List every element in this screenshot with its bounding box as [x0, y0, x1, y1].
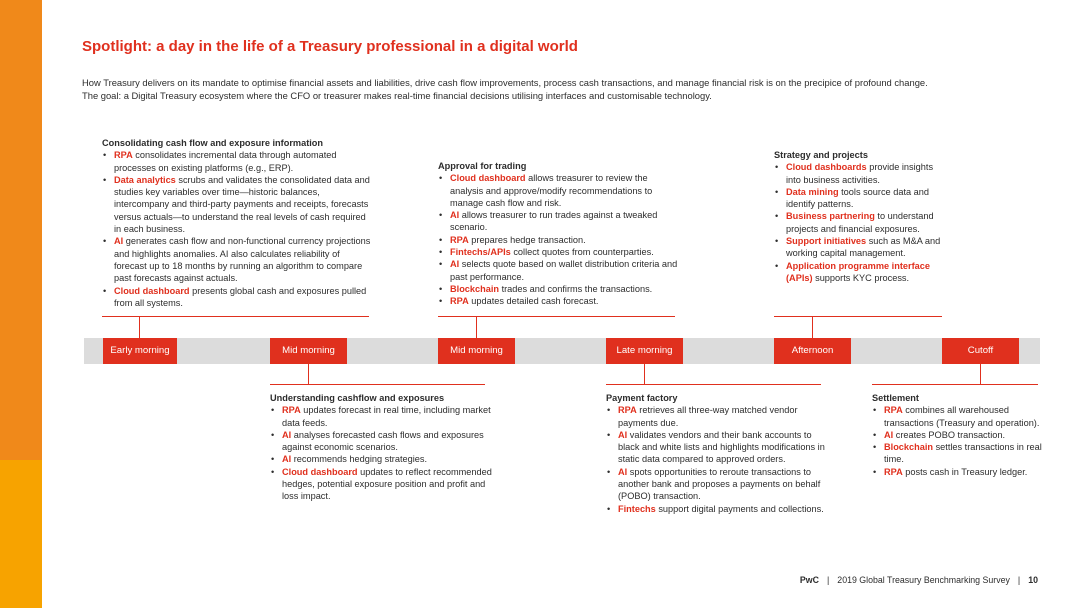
- bullet-item: [606, 429, 828, 466]
- bullet-list: [774, 161, 949, 284]
- bullet-text: updates to reflect recommended hedges, potential exposure position and profit and loss impact.: [282, 466, 492, 502]
- block-settlement: [872, 392, 1044, 478]
- bullet-text: tools source data and identify patterns.: [786, 186, 929, 210]
- bullet-item: [270, 466, 492, 503]
- sidebar-accent: [0, 0, 42, 608]
- footer: [800, 575, 1038, 585]
- highlight-term: AI: [618, 466, 628, 477]
- bullet-item: [270, 453, 492, 465]
- highlight-term: AI: [884, 429, 894, 440]
- highlight-term: AI: [282, 429, 292, 440]
- highlight-term: RPA: [450, 234, 469, 245]
- block-heading: Strategy and projects: [774, 150, 868, 160]
- bullet-item: [438, 246, 683, 258]
- connector-bottom-3-stem: [980, 364, 981, 384]
- bullet-text: posts cash in Treasury ledger.: [902, 466, 1028, 477]
- bullet-text: supports KYC process.: [812, 272, 910, 283]
- bullet-item: [270, 404, 492, 429]
- connector-top-2-stem: [476, 316, 477, 338]
- connector-top-1: [102, 316, 369, 317]
- timeline-mid-morning-2: Mid morning: [438, 338, 515, 364]
- bullet-text: allows treasurer to run trades against a tweaked scenario.: [450, 210, 658, 233]
- block-heading: Payment factory: [606, 393, 678, 403]
- page-title: Spotlight: a day in the life of a Treasury professional in a digital world: [82, 38, 578, 55]
- highlight-term: Blockchain: [884, 442, 934, 453]
- connector-bottom-3: [872, 384, 1038, 385]
- highlight-term: RPA: [114, 150, 133, 161]
- block-strategy: [774, 149, 949, 284]
- highlight-term: Cloud dashboards: [786, 162, 867, 173]
- footer-separator: |: [827, 575, 830, 585]
- bullet-item: [774, 260, 949, 285]
- bullet-item: [438, 172, 683, 209]
- intro-text: [82, 76, 1042, 102]
- bullet-item: [606, 466, 828, 503]
- bullet-item: [606, 503, 828, 515]
- bullet-text: creates POBO transaction.: [893, 429, 1006, 440]
- bullet-text: support digital payments and collections.: [655, 503, 824, 514]
- bullet-text: combines all warehoused transactions (Treasury and operation).: [884, 405, 1040, 428]
- highlight-term: Cloud dashboard: [114, 285, 190, 296]
- bullet-list: [270, 404, 492, 502]
- bullet-item: [438, 209, 683, 234]
- connector-top-3-stem: [812, 316, 813, 338]
- highlight-term: AI: [282, 454, 292, 465]
- bullet-item: [774, 235, 949, 260]
- bullet-text: updates forecast in real time, including market data feeds.: [282, 405, 491, 428]
- bullet-item: [102, 174, 374, 235]
- bullet-item: [270, 429, 492, 454]
- bullet-text: provide insights into business activities.: [786, 162, 934, 185]
- connector-top-1-stem: [139, 316, 140, 338]
- bullet-text: consolidates incremental data through automated processes on existing platforms (e.g., ERP).: [114, 150, 337, 173]
- bullet-text: allows treasurer to review the analysis and approve/modify recommendations to manage cash flow and risk.: [450, 173, 653, 208]
- bullet-item: [606, 404, 828, 429]
- bullet-text: settles transactions in real time.: [884, 442, 1042, 465]
- highlight-term: Cloud dashboard: [450, 173, 526, 184]
- bullet-item: [102, 285, 374, 310]
- highlight-term: RPA: [884, 405, 903, 416]
- highlight-term: Cloud dashboard: [282, 466, 358, 477]
- bullet-text: analyses forecasted cash flows and exposures against economic scenarios.: [282, 429, 484, 453]
- bullet-item: [872, 404, 1044, 429]
- bullet-text: recommends hedging strategies.: [291, 454, 428, 465]
- bullet-item: [872, 441, 1044, 466]
- timeline-afternoon: Afternoon: [774, 338, 851, 364]
- timeline-cutoff: Cutoff: [942, 338, 1019, 364]
- timeline-late-morning: Late morning: [606, 338, 683, 364]
- highlight-term: AI: [114, 236, 124, 247]
- bullet-item: [438, 234, 683, 246]
- footer-separator: |: [1017, 575, 1021, 585]
- bullet-item: [872, 429, 1044, 441]
- block-heading: Approval for trading: [438, 161, 527, 171]
- bullet-list: [102, 149, 374, 309]
- timeline-mid-morning-1: Mid morning: [270, 338, 347, 364]
- timeline-early-morning: Early morning: [103, 338, 177, 364]
- highlight-term: RPA: [884, 466, 903, 477]
- intro-line-2: The goal: a Digital Treasury ecosystem where the CFO or treasurer makes real-time financial decisions utilising interfaces and customisable technology.: [82, 90, 712, 101]
- highlight-term: RPA: [618, 405, 637, 416]
- bullet-text: generates cash flow and non-functional currency projections and highlights anomalies. AI also calculates reliability of forecast up to 18 months by running an algorithm to compare past forecasts against actuals.: [114, 236, 371, 284]
- bullet-item: [438, 283, 683, 295]
- connector-top-2: [438, 316, 675, 317]
- footer-survey: 2019 Global Treasury Benchmarking Survey: [837, 575, 1010, 585]
- bullet-text: validates vendors and their bank accounts to black and white lists and highlights modifications in static data compared to approved orders.: [618, 429, 825, 465]
- block-heading: Consolidating cash flow and exposure information: [102, 138, 324, 148]
- connector-top-3: [774, 316, 942, 317]
- block-consolidating: [102, 137, 374, 309]
- highlight-term: Data analytics: [114, 174, 176, 185]
- block-heading: Understanding cashflow and exposures: [270, 393, 445, 403]
- connector-bottom-2: [606, 384, 821, 385]
- highlight-term: Fintechs: [618, 503, 656, 514]
- bullet-list: [872, 404, 1044, 478]
- highlight-term: AI: [618, 429, 628, 440]
- highlight-term: AI: [450, 210, 460, 221]
- connector-bottom-1: [270, 384, 485, 385]
- footer-brand: PwC: [799, 575, 819, 585]
- block-approval: [438, 160, 683, 308]
- highlight-term: Application programme interface (APIs): [786, 260, 930, 283]
- highlight-term: RPA: [450, 296, 469, 307]
- bullet-text: collect quotes from counterparties.: [510, 247, 654, 258]
- bullet-item: [102, 149, 374, 174]
- bullet-list: [606, 404, 828, 515]
- bullet-text: presents global cash and exposures pulled from all systems.: [114, 285, 367, 308]
- highlight-term: Business partnering: [786, 211, 875, 222]
- bullet-item: [774, 186, 949, 211]
- bullet-text: retrieves all three-way matched vendor payments due.: [618, 405, 798, 428]
- bullet-item: [438, 295, 683, 307]
- highlight-term: RPA: [282, 405, 301, 416]
- page-number: 10: [1028, 575, 1038, 585]
- highlight-term: AI: [450, 259, 460, 270]
- block-heading: Settlement: [872, 393, 919, 403]
- bullet-text: trades and confirms the transactions.: [499, 283, 653, 294]
- bullet-item: [774, 210, 949, 235]
- bullet-item: [774, 161, 949, 186]
- intro-line-1: How Treasury delivers on its mandate to optimise financial assets and liabilities, drive cash flow improvements, process cash transactions, and manage financial risk is on the precipice of profound change.: [82, 77, 928, 88]
- bullet-item: [102, 235, 374, 284]
- highlight-term: Fintechs/APIs: [450, 247, 511, 258]
- sidebar-accent-top: [0, 0, 42, 460]
- bullet-list: [438, 172, 683, 307]
- highlight-term: Support initiatives: [786, 236, 867, 247]
- bullet-text: such as M&A and working capital management.: [786, 236, 941, 259]
- bullet-text: spots opportunities to reroute transactions to another bank and proposes a payments on behalf (POBO) transaction.: [618, 466, 821, 502]
- highlight-term: Blockchain: [450, 283, 500, 294]
- block-understanding: [270, 392, 492, 503]
- bullet-text: selects quote based on wallet distribution criteria and past performance.: [450, 259, 678, 282]
- connector-bottom-1-stem: [308, 364, 309, 384]
- timeline-bar: [84, 338, 1040, 364]
- highlight-term: Data mining: [786, 186, 839, 197]
- bullet-text: scrubs and validates the consolidated data and studies key variables over time—historic balances, intercompany and third-party payments and receipts, forecasts versus actuals—to understand the real levels of cash required in each business.: [114, 174, 370, 235]
- bullet-item: [872, 466, 1044, 478]
- bullet-text: prepares hedge transaction.: [468, 234, 586, 245]
- block-payment: [606, 392, 828, 515]
- connector-bottom-2-stem: [644, 364, 645, 384]
- bullet-item: [438, 258, 683, 283]
- bullet-text: updates detailed cash forecast.: [468, 296, 599, 307]
- bullet-text: to understand projects and financial exposures.: [786, 211, 934, 234]
